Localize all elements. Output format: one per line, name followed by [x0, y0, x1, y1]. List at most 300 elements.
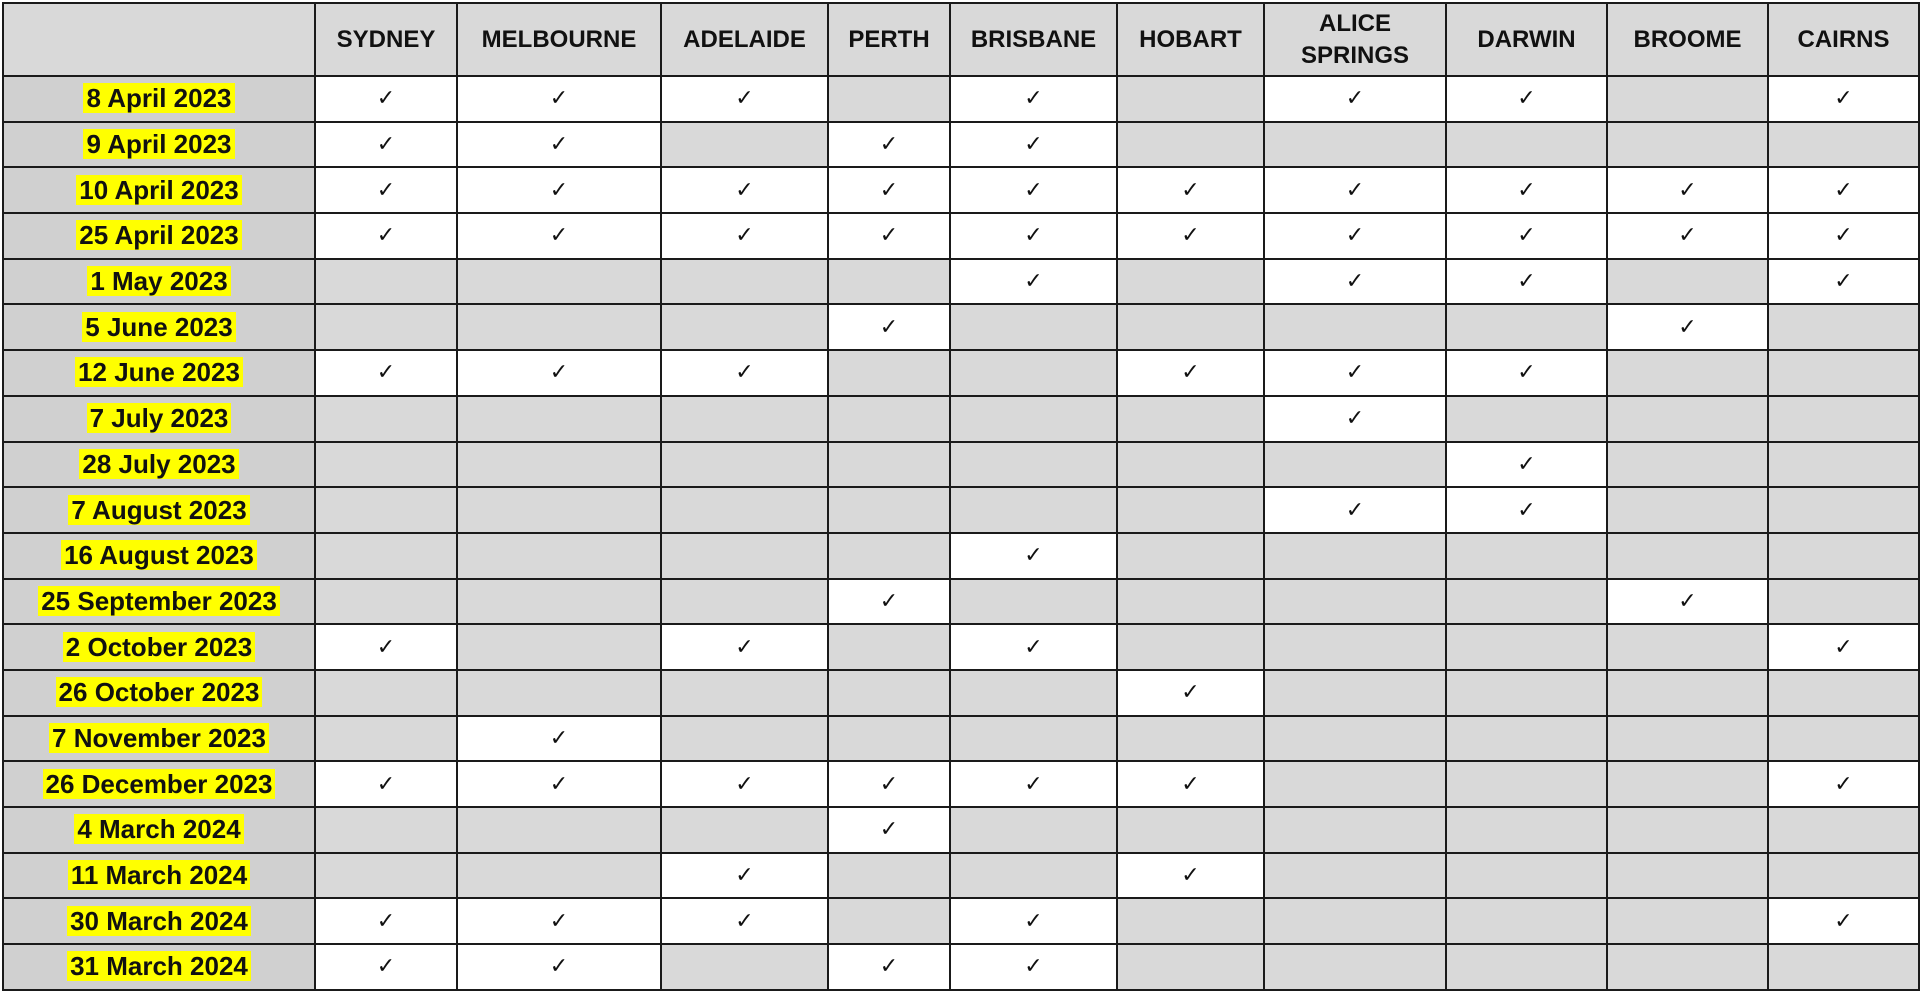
- empty-cell: [1117, 396, 1264, 442]
- date-cell: [3, 304, 315, 350]
- checkmark-icon: ✓: [1678, 177, 1697, 203]
- checkmark-icon: ✓: [549, 177, 569, 203]
- empty-cell: [1264, 853, 1446, 899]
- checkmark-icon: ✓: [735, 863, 754, 889]
- table-row: [3, 670, 1919, 716]
- checkmark-icon: ✓: [549, 360, 569, 386]
- check-cell: [1117, 853, 1264, 899]
- check-cell: [1446, 213, 1607, 259]
- table-row: [3, 304, 1919, 350]
- check-cell: [661, 350, 828, 396]
- empty-cell: [1607, 898, 1768, 944]
- check-cell: [828, 122, 950, 168]
- check-cell: [828, 944, 950, 990]
- empty-cell: [1768, 304, 1919, 350]
- checkmark-icon: ✓: [1345, 360, 1365, 386]
- empty-cell: [828, 76, 950, 122]
- check-cell: [315, 350, 457, 396]
- check-cell: [315, 167, 457, 213]
- checkmark-icon: ✓: [1834, 771, 1853, 797]
- empty-cell: [1607, 442, 1768, 488]
- holiday-table: [2, 2, 1920, 991]
- checkmark-icon: ✓: [1024, 908, 1043, 934]
- empty-cell: [1607, 853, 1768, 899]
- table-row: [3, 167, 1919, 213]
- check-cell: [315, 122, 457, 168]
- check-cell: [1117, 670, 1264, 716]
- empty-cell: [950, 304, 1117, 350]
- column-header: MELBOURNE: [457, 3, 661, 76]
- date-cell: [3, 761, 315, 807]
- checkmark-icon: ✓: [1024, 86, 1043, 112]
- empty-cell: [1446, 716, 1607, 762]
- empty-cell: [828, 716, 950, 762]
- check-cell: [950, 167, 1117, 213]
- table-row: [3, 853, 1919, 899]
- date-cell: [3, 579, 315, 625]
- checkmark-icon: ✓: [1345, 177, 1365, 203]
- empty-cell: [828, 670, 950, 716]
- date-label: 4 March 2024: [74, 814, 243, 844]
- empty-cell: [1117, 807, 1264, 853]
- checkmark-icon: ✓: [549, 725, 569, 751]
- date-label: 12 June 2023: [75, 357, 243, 387]
- empty-cell: [315, 487, 457, 533]
- check-cell: [315, 76, 457, 122]
- date-label: 7 July 2023: [87, 403, 232, 433]
- column-header: ALICE SPRINGS: [1264, 3, 1446, 76]
- checkmark-icon: ✓: [735, 771, 754, 797]
- empty-cell: [828, 624, 950, 670]
- empty-cell: [1264, 579, 1446, 625]
- check-cell: [828, 761, 950, 807]
- checkmark-icon: ✓: [1345, 269, 1365, 295]
- column-header: CAIRNS: [1768, 3, 1919, 76]
- empty-cell: [315, 304, 457, 350]
- date-label: 11 March 2024: [68, 860, 250, 890]
- checkmark-icon: ✓: [879, 954, 899, 980]
- empty-cell: [1607, 533, 1768, 579]
- empty-cell: [1117, 579, 1264, 625]
- empty-cell: [1264, 533, 1446, 579]
- empty-cell: [950, 853, 1117, 899]
- checkmark-icon: ✓: [879, 588, 899, 614]
- checkmark-icon: ✓: [879, 223, 899, 249]
- check-cell: [315, 213, 457, 259]
- empty-cell: [315, 670, 457, 716]
- empty-cell: [1117, 716, 1264, 762]
- empty-cell: [950, 670, 1117, 716]
- empty-cell: [1768, 670, 1919, 716]
- checkmark-icon: ✓: [376, 954, 396, 980]
- empty-cell: [1768, 807, 1919, 853]
- table-row: [3, 122, 1919, 168]
- checkmark-icon: ✓: [376, 177, 396, 203]
- empty-cell: [1768, 122, 1919, 168]
- date-label: 25 September 2023: [38, 586, 280, 616]
- table-row: [3, 944, 1919, 990]
- check-cell: [1607, 579, 1768, 625]
- checkmark-icon: ✓: [549, 954, 569, 980]
- empty-cell: [1264, 442, 1446, 488]
- empty-cell: [1117, 898, 1264, 944]
- check-cell: [315, 944, 457, 990]
- table-row: [3, 442, 1919, 488]
- checkmark-icon: ✓: [879, 817, 899, 843]
- empty-cell: [950, 579, 1117, 625]
- check-cell: [1607, 304, 1768, 350]
- empty-cell: [950, 396, 1117, 442]
- empty-cell: [1446, 898, 1607, 944]
- table-row: [3, 533, 1919, 579]
- empty-cell: [315, 807, 457, 853]
- empty-cell: [1446, 761, 1607, 807]
- empty-cell: [315, 853, 457, 899]
- table-row: [3, 716, 1919, 762]
- checkmark-icon: ✓: [1517, 86, 1536, 112]
- date-label: 16 August 2023: [61, 540, 257, 570]
- date-cell: [3, 898, 315, 944]
- check-cell: [828, 304, 950, 350]
- date-cell: [3, 259, 315, 305]
- checkmark-icon: ✓: [1678, 314, 1697, 340]
- check-cell: [1768, 761, 1919, 807]
- check-cell: [457, 122, 661, 168]
- empty-cell: [1607, 944, 1768, 990]
- checkmark-icon: ✓: [1181, 223, 1200, 249]
- empty-cell: [950, 807, 1117, 853]
- table-row: [3, 761, 1919, 807]
- empty-cell: [1446, 304, 1607, 350]
- empty-cell: [457, 487, 661, 533]
- empty-cell: [1264, 304, 1446, 350]
- column-header: HOBART: [1117, 3, 1264, 76]
- check-cell: [950, 944, 1117, 990]
- checkmark-icon: ✓: [549, 771, 569, 797]
- checkmark-icon: ✓: [1345, 86, 1365, 112]
- empty-cell: [950, 716, 1117, 762]
- check-cell: [1446, 167, 1607, 213]
- check-cell: [457, 167, 661, 213]
- empty-cell: [1264, 122, 1446, 168]
- empty-cell: [457, 533, 661, 579]
- empty-cell: [661, 579, 828, 625]
- empty-cell: [828, 350, 950, 396]
- check-cell: [1446, 350, 1607, 396]
- check-cell: [457, 716, 661, 762]
- empty-cell: [828, 442, 950, 488]
- checkmark-icon: ✓: [1024, 954, 1043, 980]
- check-cell: [950, 122, 1117, 168]
- date-cell: [3, 487, 315, 533]
- check-cell: [1607, 213, 1768, 259]
- check-cell: [661, 167, 828, 213]
- checkmark-icon: ✓: [1181, 177, 1200, 203]
- empty-cell: [1607, 716, 1768, 762]
- empty-cell: [1607, 259, 1768, 305]
- empty-cell: [1264, 898, 1446, 944]
- empty-cell: [661, 487, 828, 533]
- table-row: [3, 898, 1919, 944]
- empty-cell: [457, 670, 661, 716]
- empty-cell: [457, 807, 661, 853]
- date-label: 30 March 2024: [67, 906, 251, 936]
- check-cell: [661, 761, 828, 807]
- table-row: [3, 624, 1919, 670]
- check-cell: [950, 761, 1117, 807]
- table-row: [3, 487, 1919, 533]
- empty-cell: [828, 487, 950, 533]
- checkmark-icon: ✓: [1024, 543, 1043, 569]
- empty-cell: [1446, 396, 1607, 442]
- checkmark-icon: ✓: [735, 360, 754, 386]
- empty-cell: [661, 304, 828, 350]
- checkmark-icon: ✓: [1678, 223, 1697, 249]
- date-label: 26 December 2023: [43, 769, 276, 799]
- empty-cell: [1117, 944, 1264, 990]
- date-label: 28 July 2023: [79, 449, 238, 479]
- empty-cell: [1446, 807, 1607, 853]
- check-cell: [828, 213, 950, 259]
- check-cell: [457, 898, 661, 944]
- empty-cell: [1607, 807, 1768, 853]
- empty-cell: [1117, 533, 1264, 579]
- empty-cell: [1607, 76, 1768, 122]
- checkmark-icon: ✓: [1181, 680, 1200, 706]
- checkmark-icon: ✓: [1345, 223, 1365, 249]
- empty-cell: [1768, 533, 1919, 579]
- checkmark-icon: ✓: [1024, 132, 1043, 158]
- empty-cell: [1768, 350, 1919, 396]
- empty-cell: [1768, 853, 1919, 899]
- check-cell: [457, 76, 661, 122]
- column-header: SYDNEY: [315, 3, 457, 76]
- checkmark-icon: ✓: [1517, 497, 1536, 523]
- empty-cell: [1446, 853, 1607, 899]
- date-cell: [3, 716, 315, 762]
- check-cell: [1768, 76, 1919, 122]
- table-row: [3, 579, 1919, 625]
- empty-cell: [1446, 944, 1607, 990]
- checkmark-icon: ✓: [1834, 908, 1853, 934]
- date-cell: [3, 533, 315, 579]
- empty-cell: [457, 579, 661, 625]
- checkmark-icon: ✓: [879, 771, 899, 797]
- empty-cell: [950, 442, 1117, 488]
- empty-cell: [1607, 487, 1768, 533]
- date-cell: [3, 167, 315, 213]
- corner-cell: [3, 3, 315, 76]
- empty-cell: [828, 853, 950, 899]
- empty-cell: [1117, 259, 1264, 305]
- empty-cell: [661, 122, 828, 168]
- empty-cell: [457, 396, 661, 442]
- checkmark-icon: ✓: [1678, 588, 1697, 614]
- checkmark-icon: ✓: [549, 86, 569, 112]
- table-row: [3, 259, 1919, 305]
- check-cell: [661, 853, 828, 899]
- empty-cell: [828, 898, 950, 944]
- checkmark-icon: ✓: [376, 86, 396, 112]
- empty-cell: [1768, 442, 1919, 488]
- check-cell: [950, 259, 1117, 305]
- empty-cell: [1607, 396, 1768, 442]
- empty-cell: [1446, 670, 1607, 716]
- empty-cell: [315, 442, 457, 488]
- empty-cell: [315, 259, 457, 305]
- empty-cell: [1768, 487, 1919, 533]
- checkmark-icon: ✓: [1181, 360, 1200, 386]
- date-cell: [3, 670, 315, 716]
- checkmark-icon: ✓: [1024, 771, 1043, 797]
- checkmark-icon: ✓: [1345, 497, 1365, 523]
- check-cell: [1446, 442, 1607, 488]
- check-cell: [1117, 761, 1264, 807]
- check-cell: [1264, 350, 1446, 396]
- empty-cell: [1264, 716, 1446, 762]
- empty-cell: [1607, 761, 1768, 807]
- check-cell: [950, 624, 1117, 670]
- check-cell: [661, 76, 828, 122]
- date-cell: [3, 944, 315, 990]
- checkmark-icon: ✓: [376, 771, 396, 797]
- date-label: 10 April 2023: [76, 175, 241, 205]
- check-cell: [950, 533, 1117, 579]
- checkmark-icon: ✓: [549, 223, 569, 249]
- checkmark-icon: ✓: [879, 132, 899, 158]
- empty-cell: [661, 670, 828, 716]
- date-cell: [3, 213, 315, 259]
- empty-cell: [1117, 624, 1264, 670]
- table-row: [3, 213, 1919, 259]
- check-cell: [1264, 167, 1446, 213]
- checkmark-icon: ✓: [735, 634, 754, 660]
- checkmark-icon: ✓: [1517, 223, 1536, 249]
- checkmark-icon: ✓: [1024, 177, 1043, 203]
- date-label: 26 October 2023: [56, 677, 263, 707]
- check-cell: [1768, 624, 1919, 670]
- checkmark-icon: ✓: [1024, 223, 1043, 249]
- empty-cell: [1264, 807, 1446, 853]
- empty-cell: [1264, 761, 1446, 807]
- check-cell: [315, 898, 457, 944]
- empty-cell: [661, 944, 828, 990]
- empty-cell: [950, 487, 1117, 533]
- empty-cell: [661, 442, 828, 488]
- date-label: 2 October 2023: [63, 632, 255, 662]
- check-cell: [457, 350, 661, 396]
- checkmark-icon: ✓: [879, 177, 899, 203]
- check-cell: [950, 76, 1117, 122]
- date-cell: [3, 76, 315, 122]
- checkmark-icon: ✓: [1181, 863, 1200, 889]
- empty-cell: [1607, 350, 1768, 396]
- checkmark-icon: ✓: [1834, 223, 1853, 249]
- empty-cell: [1264, 670, 1446, 716]
- checkmark-icon: ✓: [1517, 360, 1536, 386]
- date-label: 1 May 2023: [87, 266, 230, 296]
- empty-cell: [457, 853, 661, 899]
- empty-cell: [457, 304, 661, 350]
- empty-cell: [1768, 579, 1919, 625]
- check-cell: [828, 807, 950, 853]
- empty-cell: [1607, 624, 1768, 670]
- table-row: [3, 76, 1919, 122]
- empty-cell: [1607, 122, 1768, 168]
- empty-cell: [1446, 533, 1607, 579]
- empty-cell: [828, 396, 950, 442]
- date-cell: [3, 853, 315, 899]
- checkmark-icon: ✓: [1024, 269, 1043, 295]
- check-cell: [1117, 350, 1264, 396]
- header-row: [3, 3, 1919, 76]
- empty-cell: [828, 533, 950, 579]
- empty-cell: [950, 350, 1117, 396]
- check-cell: [1607, 167, 1768, 213]
- check-cell: [315, 761, 457, 807]
- checkmark-icon: ✓: [1517, 177, 1536, 203]
- empty-cell: [1264, 944, 1446, 990]
- empty-cell: [1768, 944, 1919, 990]
- check-cell: [828, 579, 950, 625]
- empty-cell: [1117, 122, 1264, 168]
- date-cell: [3, 122, 315, 168]
- empty-cell: [661, 716, 828, 762]
- empty-cell: [315, 579, 457, 625]
- date-label: 9 April 2023: [83, 129, 234, 159]
- date-label: 8 April 2023: [83, 83, 234, 113]
- empty-cell: [661, 259, 828, 305]
- empty-cell: [1117, 442, 1264, 488]
- empty-cell: [457, 624, 661, 670]
- check-cell: [950, 898, 1117, 944]
- checkmark-icon: ✓: [879, 314, 899, 340]
- empty-cell: [1264, 624, 1446, 670]
- table-body: [3, 76, 1919, 990]
- check-cell: [1117, 167, 1264, 213]
- checkmark-icon: ✓: [1834, 269, 1853, 295]
- empty-cell: [1768, 396, 1919, 442]
- check-cell: [457, 761, 661, 807]
- column-header: BROOME: [1607, 3, 1768, 76]
- table-row: [3, 350, 1919, 396]
- column-header: DARWIN: [1446, 3, 1607, 76]
- empty-cell: [1446, 624, 1607, 670]
- empty-cell: [315, 396, 457, 442]
- checkmark-icon: ✓: [1834, 177, 1853, 203]
- check-cell: [1446, 259, 1607, 305]
- date-cell: [3, 396, 315, 442]
- date-cell: [3, 350, 315, 396]
- date-cell: [3, 442, 315, 488]
- table-row: [3, 807, 1919, 853]
- check-cell: [661, 898, 828, 944]
- empty-cell: [457, 259, 661, 305]
- date-label: 25 April 2023: [76, 220, 241, 250]
- checkmark-icon: ✓: [376, 223, 396, 249]
- empty-cell: [1117, 304, 1264, 350]
- check-cell: [315, 624, 457, 670]
- check-cell: [1768, 259, 1919, 305]
- check-cell: [828, 167, 950, 213]
- check-cell: [1264, 396, 1446, 442]
- checkmark-icon: ✓: [1517, 451, 1536, 477]
- check-cell: [457, 213, 661, 259]
- checkmark-icon: ✓: [549, 132, 569, 158]
- column-header: BRISBANE: [950, 3, 1117, 76]
- checkmark-icon: ✓: [376, 360, 396, 386]
- check-cell: [1446, 487, 1607, 533]
